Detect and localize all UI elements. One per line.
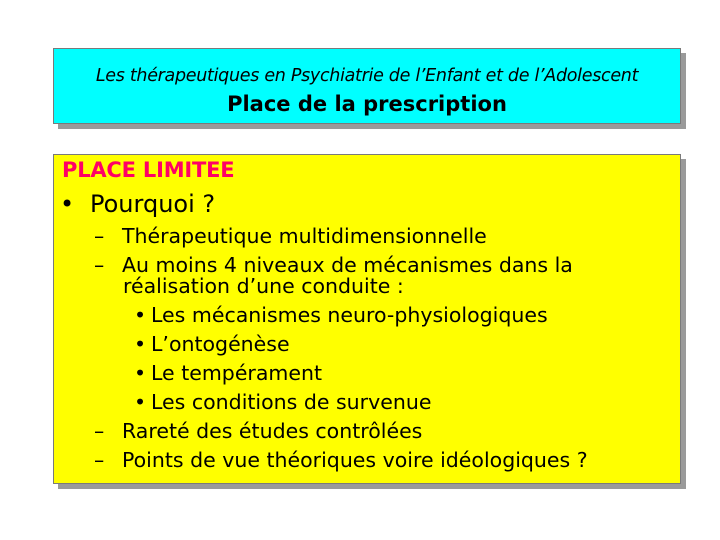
sub-sub-item-text: Les conditions de survenue [151, 390, 432, 414]
sub-item-text: Au moins 4 niveaux de mécanismes dans la [122, 253, 573, 277]
bullet-symbol: • [134, 303, 147, 327]
sub-sub-item-text: Le tempérament [151, 361, 323, 385]
sub-item-2-continuation: réalisation d’une conduite : [123, 274, 404, 298]
dash-symbol: – [94, 419, 105, 443]
sub-sub-item-3 [134, 361, 322, 385]
bullet-symbol: • [134, 332, 147, 356]
sub-sub-item-1 [134, 303, 548, 327]
sub-item-text: Points de vue théoriques voire idéologiques ? [122, 448, 588, 472]
sub-item-3 [94, 419, 422, 443]
title-box [53, 48, 681, 124]
question-text: Pourquoi ? [90, 190, 216, 218]
sub-sub-item-4 [134, 390, 431, 414]
slide-subtitle: Les thérapeutiques en Psychiatrie de l’Enfant et de l’Adolescent [95, 66, 639, 86]
sub-sub-item-text: L’ontogénèse [151, 332, 290, 356]
sub-item-4 [94, 448, 588, 472]
sub-item-text: Rareté des études contrôlées [122, 419, 423, 443]
bullet-symbol: • [134, 390, 147, 414]
dash-symbol: – [94, 253, 105, 277]
bullet-item-question [60, 190, 215, 218]
dash-symbol: – [94, 448, 105, 472]
section-heading: PLACE LIMITEE [62, 158, 235, 182]
sub-sub-item-2 [134, 332, 290, 356]
slide-title: Place de la prescription [227, 92, 507, 116]
sub-item-text: Thérapeutique multidimensionnelle [122, 224, 487, 248]
bullet-symbol: • [60, 190, 75, 218]
dash-symbol: – [94, 224, 105, 248]
bullet-symbol: • [134, 361, 147, 385]
content-box [53, 154, 681, 484]
sub-item-1 [94, 224, 487, 248]
sub-sub-item-text: Les mécanismes neuro-physiologiques [151, 303, 548, 327]
